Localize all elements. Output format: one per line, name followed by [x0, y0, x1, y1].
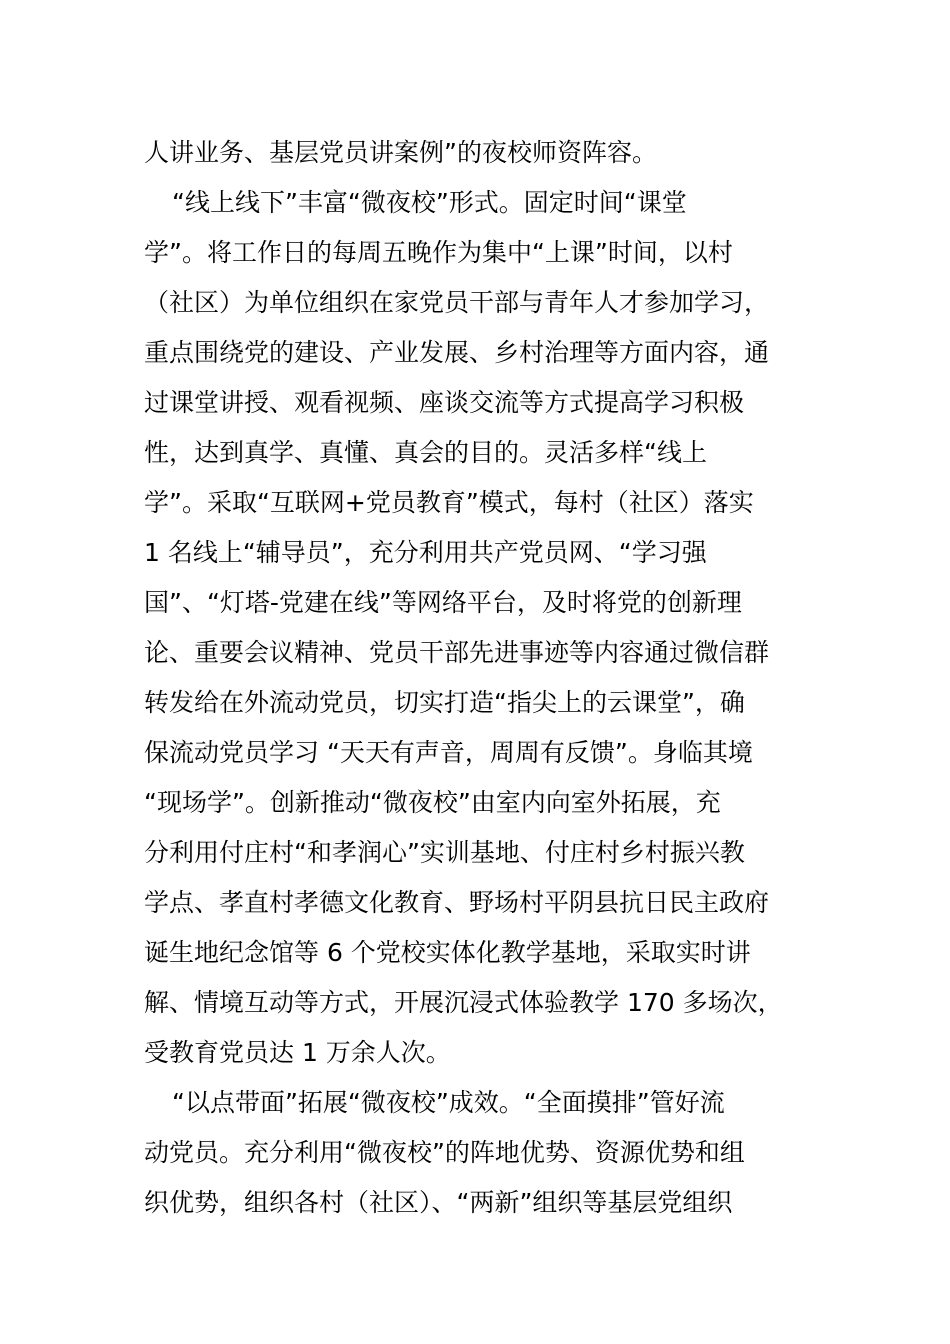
text-line: 解、情境互动等方式，开展沉浸式体验教学 170 多场次， [144, 988, 783, 1017]
text-line: 保流动党员学习 “天天有声音，周周有反馈”。身临其境 [144, 738, 753, 767]
text-line: 论、重要会议精神、党员干部先进事迹等内容通过微信群 [144, 638, 770, 667]
text-line: 受教育党员达 1 万余人次。 [144, 1038, 451, 1067]
text-line: 过课堂讲授、观看视频、座谈交流等方式提高学习积极 [144, 388, 745, 417]
paragraph [144, 178, 808, 1078]
text-line: 诞生地纪念馆等 6 个党校实体化教学基地，采取实时讲 [144, 938, 751, 967]
text-line: 转发给在外流动党员，切实打造“指尖上的云课堂”，确 [144, 688, 745, 717]
text-line: 1 名线上“辅导员”，充分利用共产党员网、“学习强 [144, 538, 707, 567]
text-line: “线上线下”丰富“微夜校”形式。固定时间“课堂 [172, 188, 687, 217]
text-line: 人讲业务、基层党员讲案例”的夜校师资阵容。 [144, 138, 657, 167]
text-line: “以点带面”拓展“微夜校”成效。“全面摸排”管好流 [172, 1088, 725, 1117]
text-line: 动党员。充分利用“微夜校”的阵地优势、资源优势和组 [144, 1138, 745, 1167]
text-line: 分利用付庄村“和孝润心”实训基地、付庄村乡村振兴教 [144, 838, 745, 867]
text-line: 学点、孝直村孝德文化教育、野场村平阴县抗日民主政府 [144, 888, 770, 917]
text-line: 织优势，组织各村（社区）、“两新”组织等基层党组织 [144, 1188, 733, 1217]
text-line: 重点围绕党的建设、产业发展、乡村治理等方面内容，通 [144, 338, 770, 367]
paragraph [144, 1078, 808, 1228]
body-text [144, 128, 808, 1228]
text-line: 国”、“灯塔-党建在线”等网络平台，及时将党的创新理 [144, 588, 742, 617]
text-line: 性，达到真学、真懂、真会的目的。灵活多样“线上 [144, 438, 707, 467]
paragraph [144, 128, 808, 178]
text-line: （社区）为单位组织在家党员干部与青年人才参加学习， [144, 288, 770, 317]
text-line: 学”。将工作日的每周五晚作为集中“上课”时间，以村 [144, 238, 733, 267]
text-line: “现场学”。创新推动“微夜校”由室内向室外拓展，充 [144, 788, 721, 817]
text-line: 学”。采取“互联网+党员教育”模式，每村（社区）落实 [144, 488, 754, 517]
